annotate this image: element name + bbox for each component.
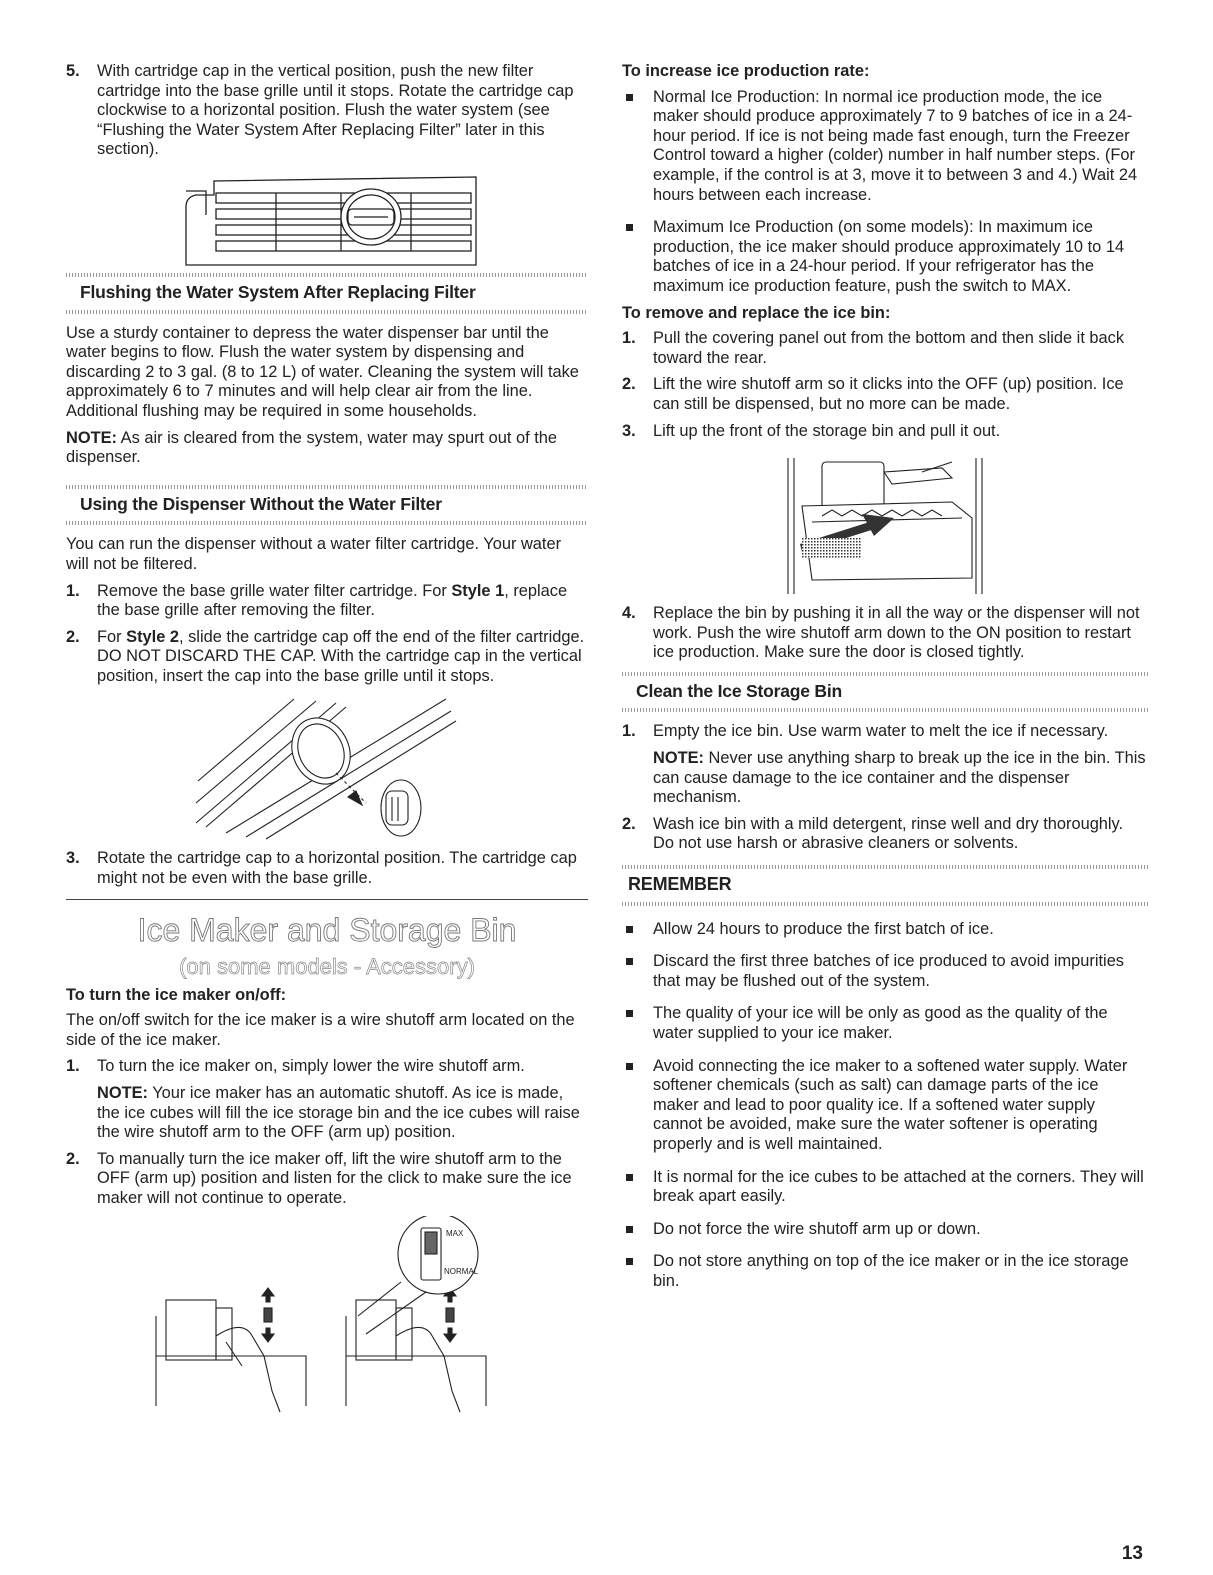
- ice-maker-title: Ice Maker and Storage Bin: [137, 911, 517, 948]
- section-divider: [66, 899, 588, 900]
- step-text: Pull the covering panel out from the bottom and then slide it back toward the rear.: [653, 329, 1125, 367]
- remember-item: [622, 1252, 1148, 1291]
- bullet-text: The quality of your ice will be only as good as the quality of the water supplied to your ice maker.: [653, 1004, 1108, 1042]
- clean-bin-heading: Clean the Ice Storage Bin: [636, 680, 843, 701]
- switch-normal-label: NORMAL: [444, 1266, 479, 1276]
- bullet-text: Normal Ice Production: In normal ice production mode, the ice maker should produce approximately 7 to 9 batches of ice in a 24-hour period. If ice is not being made fast enough, turn the Freezer Control toward a higher (colder) number in half number steps. (For example, if the control is at 3, move it to between 3 and 4.) Wait 24 hours between each increase.: [653, 87, 1138, 204]
- bullet-square-icon: [626, 1258, 633, 1265]
- remember-item: [622, 920, 1148, 940]
- step-text-c: , replace the base grille after removing the filter.: [97, 581, 568, 620]
- step-number: 1.: [622, 329, 636, 348]
- step-text-a: Remove the base grille water filter cartridge. For: [97, 581, 452, 600]
- step-text: Empty the ice bin. Use warm water to melt the ice if necessary.: [653, 722, 1109, 741]
- step-number: 1.: [66, 1057, 80, 1076]
- remember-item: [622, 1004, 1148, 1043]
- step-number: 2.: [66, 627, 80, 646]
- using-step-2: [66, 628, 588, 687]
- onoff-step-2: [66, 1150, 588, 1209]
- onoff-paragraph: The on/off switch for the ice maker is a wire shutoff arm located on the side of the ice maker.: [66, 1011, 575, 1049]
- using-step-3: [66, 849, 588, 888]
- ice-maker-switch-illustration: [66, 1216, 588, 1416]
- flushing-heading: Flushing the Water System After Replacing Filter: [80, 281, 476, 302]
- bullet-text: It is normal for the ice cubes to be attached at the corners. They will break apart easily.: [653, 1167, 1144, 1206]
- onoff-heading: To turn the ice maker on/off:: [66, 985, 287, 1004]
- base-grille-filter-illustration: [66, 167, 588, 267]
- cartridge-cap-illustration: [66, 693, 588, 843]
- bullet-text: Discard the first three batches of ice produced to avoid impurities that may be flushed out of the system.: [653, 952, 1125, 990]
- bullet-square-icon: [626, 926, 633, 933]
- step-number: 1.: [66, 581, 80, 600]
- bullet-text: Do not store anything on top of the ice maker or in the ice storage bin.: [653, 1252, 1129, 1290]
- remove-step-2: [622, 375, 1148, 414]
- step-number: 4.: [622, 604, 636, 623]
- remember-item: [622, 1057, 1148, 1155]
- switch-max-label: MAX: [446, 1228, 464, 1238]
- remember-item: [622, 1168, 1148, 1207]
- step-text: Wash ice bin with a mild detergent, rinse well and dry thoroughly. Do not use harsh or abrasive cleaners or solvents.: [653, 814, 1124, 853]
- bullet-text: Avoid connecting the ice maker to a softened water supply. Water softener chemicals (such as salt) can damage parts of the ice maker and lead to poor quality ice. If a softened water supply cannot be avoided, make sure the water softener is operating properly and is well maintained.: [653, 1056, 1128, 1153]
- bullet-square-icon: [626, 94, 633, 101]
- clean-step-1: [622, 722, 1148, 742]
- bullet-square-icon: [626, 1226, 633, 1233]
- increase-heading: To increase ice production rate:: [622, 62, 870, 80]
- step-number: 1.: [622, 722, 636, 741]
- note-text: Your ice maker has an automatic shutoff. As ice is made, the ice cubes will fill the ice storage bin and the ice cubes will raise the wire shutoff arm to the OFF (arm up) position.: [97, 1084, 580, 1142]
- page-number: 13: [1121, 1543, 1143, 1564]
- clean-step-2: [622, 815, 1148, 854]
- clean-note: [622, 749, 1148, 808]
- remember-item: [622, 952, 1148, 991]
- step-text-a: For: [97, 627, 127, 646]
- bullet-text: Allow 24 hours to produce the first batch of ice.: [653, 919, 994, 938]
- bullet-item: [622, 218, 1148, 296]
- onoff-note: [66, 1084, 588, 1143]
- bullet-square-icon: [626, 224, 633, 231]
- bullet-text: Do not force the wire shutoff arm up or down.: [653, 1219, 981, 1238]
- step-text: Lift the wire shutoff arm so it clicks into the OFF (up) position. Ice can still be dispensed, but no more can be made.: [653, 375, 1124, 413]
- note-label: NOTE:: [653, 749, 704, 768]
- note-label: NOTE:: [66, 428, 117, 447]
- remove-step-3: [622, 422, 1148, 442]
- step-number: 5.: [66, 62, 80, 80]
- using-dispenser-heading: Using the Dispenser Without the Water Filter: [80, 493, 442, 514]
- style-2-label: Style 2: [126, 627, 179, 646]
- step-number: 2.: [622, 375, 636, 394]
- ice-bin-removal-illustration: [622, 448, 1148, 598]
- flushing-paragraph: Use a sturdy container to depress the water dispenser bar until the water begins to flow. Flush the water system by dispensing and discarding 2 to 3 gal. (8 to 12 L) of water. Cleaning the system will take approximately 6 to 7 minutes and will help clear air from the line. Additional flushing may be required in some households.: [66, 323, 579, 420]
- style-1-label: Style 1: [451, 581, 505, 600]
- bullet-square-icon: [626, 1174, 633, 1181]
- step-number: 3.: [66, 849, 80, 868]
- remove-heading: To remove and replace the ice bin:: [622, 303, 891, 322]
- left-column: [66, 62, 588, 1422]
- remember-heading: REMEMBER: [628, 874, 732, 895]
- right-column: [622, 62, 1148, 1305]
- step-5: [66, 62, 588, 160]
- step-number: 2.: [622, 814, 636, 833]
- note-text: Never use anything sharp to break up the ice in the bin. This can cause damage to the ice container and the dispenser mechanism.: [653, 749, 1146, 807]
- ice-maker-subtitle: (on some models - Accessory): [179, 953, 475, 979]
- step-text: Rotate the cartridge cap to a horizontal position. The cartridge cap might not be even with the base grille.: [97, 849, 577, 888]
- remove-step-1: [622, 329, 1148, 368]
- bullet-square-icon: [626, 958, 633, 965]
- step-text-c: , slide the cartridge cap off the end of the filter cartridge. DO NOT DISCARD THE CAP. With the cartridge cap in the vertical position, insert the cap into the base grille until it stops.: [97, 627, 585, 685]
- step-text: To manually turn the ice maker off, lift the wire shutoff arm to the OFF (arm up) position and listen for the click to make sure the ice maker will not continue to operate.: [97, 1149, 572, 1207]
- using-paragraph: You can run the dispenser without a water filter cartridge. Your water will not be filtered.: [66, 535, 562, 573]
- step-number: 2.: [66, 1149, 80, 1168]
- remove-step-4: [622, 604, 1148, 663]
- note-label: NOTE:: [97, 1084, 148, 1103]
- flushing-note: [66, 429, 588, 468]
- step-text: Lift up the front of the storage bin and pull it out.: [653, 421, 1001, 440]
- bullet-item: [622, 88, 1148, 206]
- step-text: With cartridge cap in the vertical position, push the new filter cartridge into the base grille until it stops. Rotate the cartridge cap clockwise to a horizontal position. Flush the water system (see “Flushing the Water System After Replacing Filter” later in this section).: [97, 62, 574, 159]
- remember-item: [622, 1220, 1148, 1240]
- step-text: To turn the ice maker on, simply lower the wire shutoff arm.: [97, 1057, 525, 1076]
- step-text: Replace the bin by pushing it in all the way or the dispenser will not work. Push the wire shutoff arm down to the ON position to restart ice production. Make sure the door is closed tightly.: [653, 604, 1140, 662]
- onoff-step-1: [66, 1057, 588, 1077]
- bullet-text: Maximum Ice Production (on some models): In maximum ice production, the ice maker should produce approximately 10 to 14 batches of ice in a 24-hour period. If your refrigerator has the maximum ice production feature, push the switch to MAX.: [653, 218, 1125, 295]
- step-number: 3.: [622, 421, 636, 440]
- bullet-square-icon: [626, 1010, 633, 1017]
- using-step-1: [66, 582, 588, 621]
- bullet-square-icon: [626, 1063, 633, 1070]
- note-text: As air is cleared from the system, water may spurt out of the dispenser.: [66, 428, 557, 467]
